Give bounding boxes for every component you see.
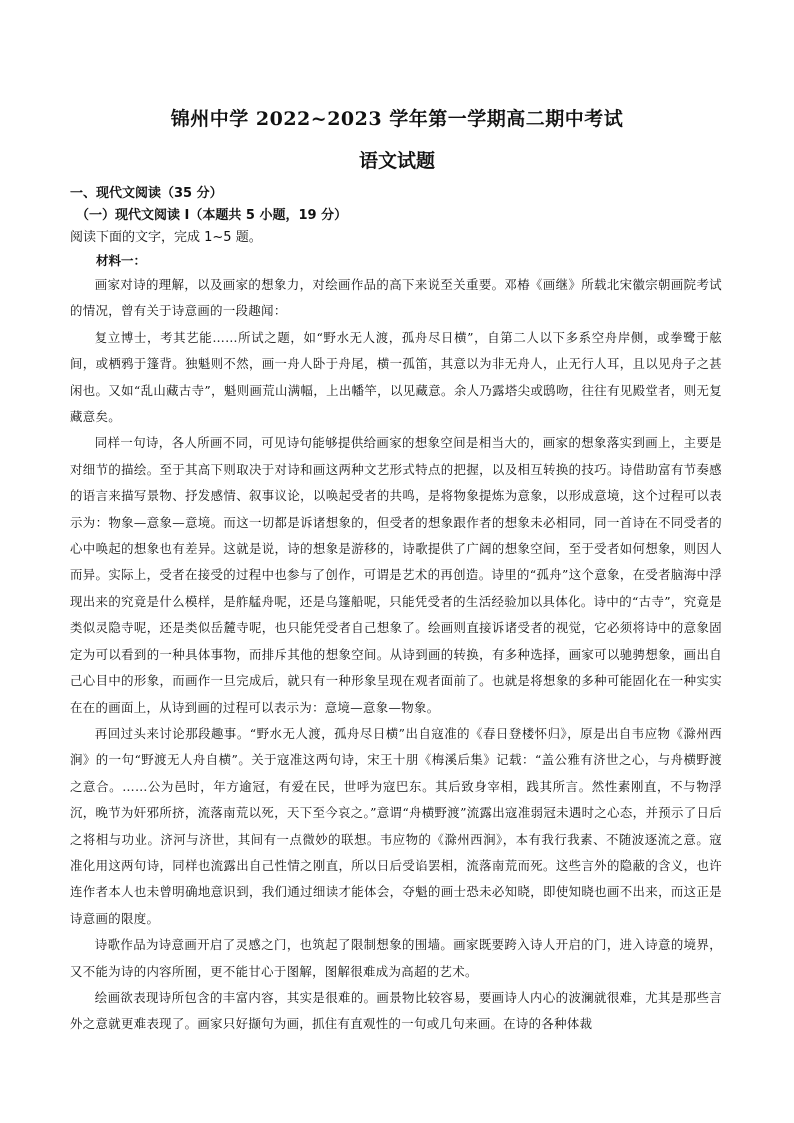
exam-title: 锦州中学 2022~2023 学年第一学期高二期中考试 — [170, 108, 624, 130]
exam-subtitle: 语文试题 — [358, 150, 435, 172]
material-label: 材料一： — [96, 253, 147, 268]
paragraph-3: 同样一句诗，各人所画不同，可见诗句能够提供给画家的想象空间是相当大的，画家的想象落实到画上，主要是对细节的描绘。至于其高下则取决于对诗和画这两种文艺形式特点的把握，以及相互转换的技巧。诗借助富有节奏感的语言来描写景物、抒发感情、叙事议论，以唤起受者的共鸣，是将物象提炼为意象，以形成意境，这个过程可以表示为：物象—意象—意境。而这一切都是诉诸想象的，但受者的想象跟作者的想象未必相同，同一首诗在不同受者的心中唤起的想象也有差异。这就是说，诗的想象是游移的，诗歌提供了广阔的想象空间，至于受者如何想象，则因人而异。实际上，受者在接受的过程中也参与了创作，可谓是艺术的再创造。诗里的“孤舟”这个意象，在受者脑海中浮现出来的究竟是什么模样，是舴艋舟呢，还是乌篷船呢，只能凭受者的生活经验加以具体化。诗中的“古寺”，究竟是类似灵隐寺呢，还是类似岳麓寺呢，也只能凭受者自己想象了。绘画则直接诉诸受者的视觉，它必须将诗中的意象固定为可以看到的一种具体事物，而排斥其他的想象空间。从诗到画的转换，有多种选择，画家可以驰骋想象，画出自己心目中的形象，而画作一旦完成后，就只有一种形象呈现在观者面前了。也就是将想象的多种可能固化在一种实实在在的画面上，从诗到画的过程可以表示为：意境—意象—物象。 — [70, 435, 722, 715]
paragraph-4: 再回过头来讨论那段趣事。“野水无人渡，孤舟尽日横”出自寇准的《春日登楼怀归》，原是出自韦应物《滁州西涧》的一句“野渡无人舟自横”。关于寇准这两句诗，宋王十朋《梅溪后集》记载：“盖公雅有济世之心，与舟横野渡之意合。……公为邑时，年方逾冠，有爱在民，世呼为寇巴东。其后致身宰相，践其所言。然性素刚直，不与物浮沉，晚节为奸邪所挤，流落南荒以死，天下至今哀之。”意谓“舟横野渡”流露出寇准弱冠未遇时之心态，并预示了日后之将相与功业。济河与济世，其间有一点微妙的联想。韦应物的《滁州西涧》，本有我行我素、不随波逐流之意。寇准化用这两句诗，同样也流露出自己性情之刚直，所以日后受谄罢相，流落南荒而死。这些言外的隐蔽的含义，也许连作者本人也未曾明确地意识到，我们通过细读才能体会，夺魁的画士恐未必知晓，即使知晓也画不出来，而这正是诗意画的限度。 — [70, 725, 722, 926]
paragraph-1: 画家对诗的理解，以及画家的想象力，对绘画作品的高下来说至关重要。邓椿《画继》所载北宋徽宗朝画院考试的情况，曾有关于诗意画的一段趣闻： — [70, 277, 722, 319]
paragraph-5: 诗歌作品为诗意画开启了灵感之门，也筑起了限制想象的围墙。画家既要跨入诗人开启的门，进入诗意的境界，又不能为诗的内容所囿，更不能甘心于图解，图解很难成为高超的艺术。 — [70, 937, 722, 979]
subsection-heading: （一）现代文阅读 I（本题共 5 小题，19 分） — [76, 208, 348, 223]
section-heading: 一、现代文阅读（35 分） — [70, 186, 223, 201]
paragraph-6: 绘画欲表现诗所包含的丰富内容，其实是很难的。画景物比较容易，要画诗人内心的波澜就很难，尤其是那些言外之意就更难表现了。画家只好撷句为画，抓住有直观性的一句或几句来画。在诗的各种体裁 — [70, 989, 722, 1032]
paragraph-2: 复立博士，考其艺能……所试之题，如“野水无人渡，孤舟尽日横”，自第二人以下多系空舟岸侧，或拳鹭于舷间，或栖鸦于篷背。独魁则不然，画一舟人卧于舟尾，横一孤笛，其意以为非无舟人，止无行人耳，且以见舟子之甚闲也。又如“乱山藏古寺”，魁则画荒山满幅，上出幡竿，以见藏意。余人乃露塔尖或鸱吻，往往有见殿堂者，则无复藏意矣。 — [70, 329, 722, 425]
reading-instruction: 阅读下面的文字，完成 1~5 题。 — [70, 230, 262, 245]
exam-content — [70, 184, 722, 1038]
